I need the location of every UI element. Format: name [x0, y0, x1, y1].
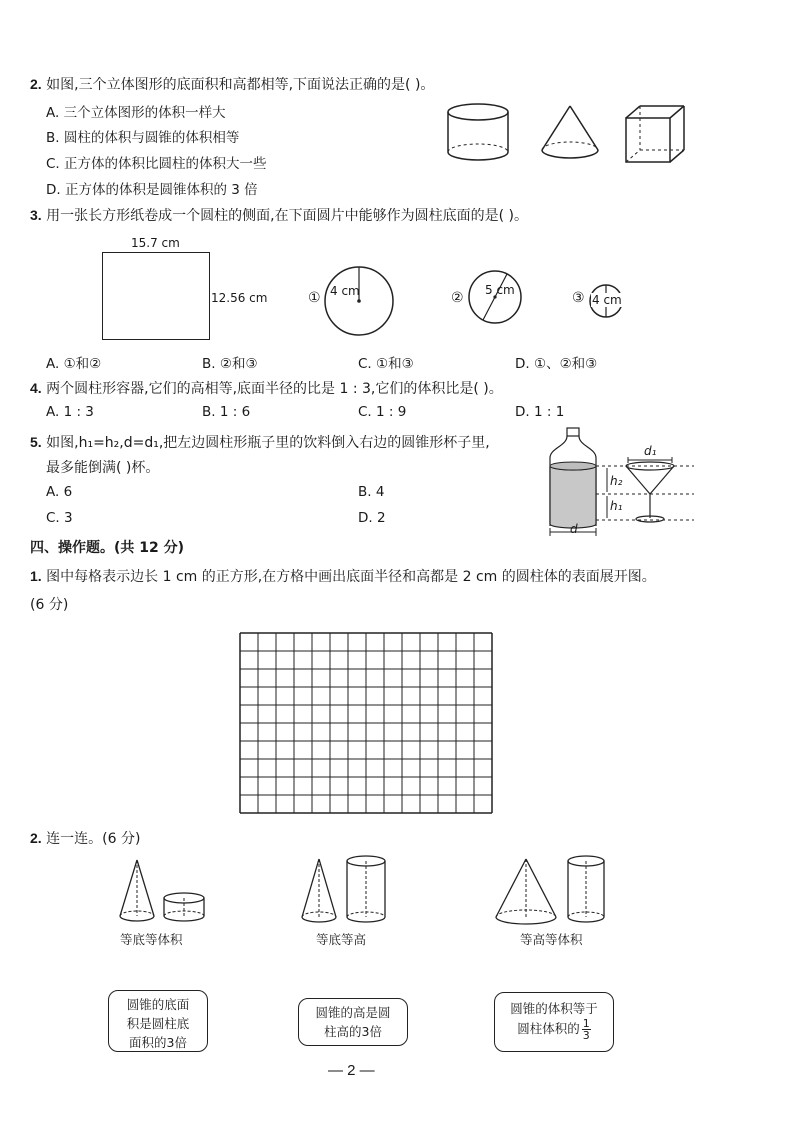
box3-line2-text: 圆柱体积的 — [517, 1021, 580, 1036]
op1-stem — [30, 566, 656, 586]
circle-1-label: 4 cm — [330, 284, 360, 298]
label-d: d — [570, 522, 578, 536]
q5-option-c: C. 3 — [46, 510, 73, 526]
box1-line2: 积是圆柱底 — [126, 1016, 190, 1031]
caption-2: 等底等高 — [316, 932, 367, 947]
bottle-and-cone-cup-figure — [544, 428, 704, 538]
q3-stem — [30, 205, 528, 225]
circle-1-figure — [324, 266, 398, 340]
paper-rectangle — [102, 252, 210, 340]
q2-option-a: A. 三个立体图形的体积一样大 — [46, 105, 226, 121]
q2-number: 2. — [30, 76, 42, 92]
statement-box-1[interactable] — [108, 990, 208, 1052]
op1-number: 1. — [30, 568, 42, 584]
q4-number: 4. — [30, 380, 42, 396]
q5-text-1: 如图,h₁=h₂,d=d₁,把左边圆柱形瓶子里的饮料倒入右边的圆锥形杯子里, — [46, 435, 490, 451]
box3-line1: 圆锥的体积等于 — [510, 1001, 598, 1016]
pair1-cone-cylinder — [116, 858, 216, 928]
q4-option-d: D. 1 : 1 — [515, 404, 565, 420]
q4-option-b: B. 1 : 6 — [202, 404, 251, 420]
op2-number: 2. — [30, 830, 42, 846]
circle-2-label: 5 cm — [485, 283, 515, 297]
q2-option-c: C. 正方体的体积比圆柱的体积大一些 — [46, 156, 267, 172]
cone-icon — [536, 104, 606, 164]
q2-option-b: B. 圆柱的体积与圆锥的体积相等 — [46, 130, 240, 146]
page-number: — 2 — — [328, 1062, 375, 1079]
q4-option-a: A. 1 : 3 — [46, 404, 94, 420]
q4-text: 两个圆柱形容器,它们的高相等,底面半径的比是 1 : 3,它们的体积比是( )。 — [46, 381, 503, 397]
caption-3: 等高等体积 — [520, 932, 583, 947]
q5-stem-line1 — [30, 432, 490, 452]
op2-stem — [30, 828, 140, 848]
rect-height-label: 12.56 cm — [211, 291, 268, 305]
circle-2-figure — [468, 270, 524, 326]
cylinder-icon — [440, 100, 520, 170]
fraction-denominator: 3 — [582, 1029, 590, 1042]
label-d1: d₁ — [644, 444, 657, 458]
q2-stem — [30, 74, 434, 94]
circle-1-mark: ① — [308, 290, 321, 306]
statement-box-2[interactable] — [298, 998, 408, 1046]
q2-text: 如图,三个立体图形的底面积和高都相等,下面说法正确的是( )。 — [46, 77, 435, 93]
q5-stem-line2: 最多能倒满( )杯。 — [46, 460, 160, 476]
box2-line2: 柱高的3倍 — [324, 1024, 382, 1039]
q3-option-c: C. ①和③ — [358, 356, 414, 372]
q3-option-d: D. ①、②和③ — [515, 356, 598, 372]
q3-text: 用一张长方形纸卷成一个圆柱的侧面,在下面圆片中能够作为圆柱底面的是( )。 — [46, 208, 528, 224]
q3-option-a: A. ①和② — [46, 356, 102, 372]
op2-text: 连一连。(6 分) — [46, 831, 141, 847]
box3-line2 — [501, 1018, 607, 1041]
q4-option-c: C. 1 : 9 — [358, 404, 407, 420]
circle-3-mark: ③ — [572, 290, 585, 306]
pair2-cone-cylinder — [296, 855, 396, 930]
box2-line1: 圆锥的高是圆 — [315, 1005, 391, 1020]
q3-option-b: B. ②和③ — [202, 356, 258, 372]
op1-text: 图中每格表示边长 1 cm 的正方形,在方格中画出底面半径和高都是 2 cm 的圆柱体的表面展开图。 — [46, 569, 656, 585]
circle-2-mark: ② — [451, 290, 464, 306]
q5-option-a: A. 6 — [46, 484, 73, 500]
box1-line1: 圆锥的底面 — [126, 997, 190, 1012]
statement-box-3[interactable] — [494, 992, 614, 1052]
label-h1: h₁ — [610, 499, 623, 513]
q5-number: 5. — [30, 434, 42, 450]
q5-option-b: B. 4 — [358, 484, 385, 500]
caption-1: 等底等体积 — [120, 932, 183, 947]
rect-width-label: 15.7 cm — [131, 236, 180, 250]
fraction-one-third — [582, 1018, 591, 1041]
q5-option-d: D. 2 — [358, 510, 386, 526]
op1-score: (6 分) — [30, 597, 69, 613]
cube-icon — [624, 104, 694, 164]
q2-option-d: D. 正方体的体积是圆锥体积的 3 倍 — [46, 182, 258, 198]
label-h2: h₂ — [610, 474, 623, 488]
q3-number: 3. — [30, 207, 42, 223]
fraction-numerator: 1 — [582, 1017, 590, 1030]
drawing-grid[interactable] — [240, 633, 492, 813]
pair3-cone-cylinder — [492, 855, 612, 930]
circle-3-label: 4 cm — [592, 293, 622, 307]
box1-line3: 面积的3倍 — [129, 1035, 187, 1050]
section-4-title: 四、操作题。(共 12 分) — [30, 540, 185, 556]
q4-stem — [30, 378, 503, 398]
